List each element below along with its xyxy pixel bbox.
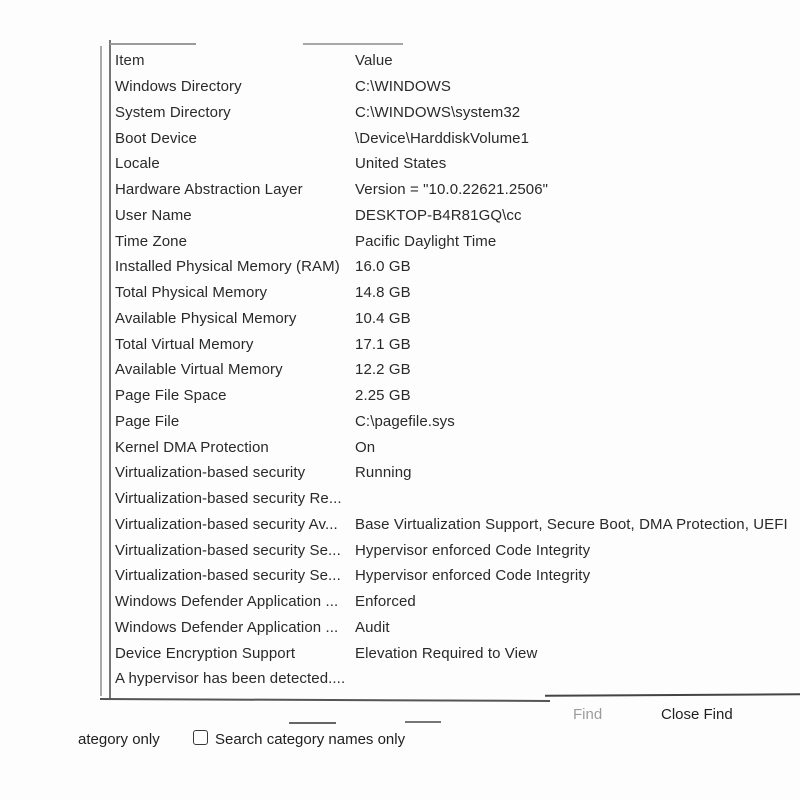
- header-top-border-right-segment: [303, 43, 403, 45]
- value-cell: On: [355, 438, 376, 456]
- table-row[interactable]: [115, 512, 800, 538]
- value-cell: 10.4 GB: [355, 309, 411, 327]
- search-category-names-only-option[interactable]: [193, 728, 405, 748]
- item-cell: Boot Device: [115, 129, 197, 147]
- findbar-border-fragment: [405, 721, 441, 723]
- item-cell: Total Physical Memory: [115, 284, 268, 302]
- item-cell: Installed Physical Memory (RAM): [115, 258, 340, 276]
- value-cell: Version = "10.0.22621.2506": [355, 181, 549, 199]
- table-row[interactable]: [115, 434, 800, 460]
- value-cell: Enforced: [355, 593, 416, 611]
- item-cell: Device Encryption Support: [115, 644, 296, 662]
- search-category-names-only-checkbox[interactable]: [193, 730, 208, 745]
- value-cell: Running: [355, 464, 412, 482]
- value-cell: United States: [355, 155, 447, 173]
- table-row[interactable]: [115, 177, 800, 203]
- table-row[interactable]: [115, 666, 800, 692]
- system-summary-listview: [115, 48, 800, 692]
- value-cell: \Device\HarddiskVolume1: [355, 129, 530, 147]
- value-cell: Hypervisor enforced Code Integrity: [355, 541, 591, 559]
- table-row[interactable]: [115, 460, 800, 486]
- table-row[interactable]: [115, 74, 800, 100]
- header-top-border-left-segment: [110, 43, 196, 45]
- table-row[interactable]: [115, 125, 800, 151]
- item-cell: Time Zone: [115, 232, 188, 250]
- item-cell: Virtualization-based security Se...: [115, 567, 341, 585]
- table-row[interactable]: [115, 640, 800, 666]
- table-row[interactable]: [115, 589, 800, 615]
- item-cell: Virtualization-based security: [115, 464, 306, 482]
- table-row[interactable]: [115, 615, 800, 641]
- table-row[interactable]: [115, 486, 800, 512]
- value-cell: 2.25 GB: [355, 387, 411, 405]
- table-row[interactable]: [115, 409, 800, 435]
- item-cell: User Name: [115, 206, 192, 224]
- column-header-item[interactable]: Item: [115, 52, 145, 70]
- value-cell: C:\WINDOWS: [355, 78, 451, 96]
- pane-divider-outer-line: [100, 46, 102, 696]
- value-cell: Pacific Daylight Time: [355, 232, 497, 250]
- listview-bottom-border: [100, 698, 550, 702]
- findbar-border-fragment: [289, 722, 336, 724]
- value-cell: C:\pagefile.sys: [355, 412, 455, 430]
- findbar-top-border: [545, 693, 800, 697]
- pane-divider-inner-line: [109, 40, 111, 700]
- search-category-names-only-label: Search category names only: [215, 731, 406, 748]
- item-cell: Virtualization-based security Re...: [115, 490, 342, 508]
- item-cell: Available Physical Memory: [115, 309, 297, 327]
- value-cell: 14.8 GB: [355, 284, 411, 302]
- system-table-body: [115, 74, 800, 692]
- value-cell: Elevation Required to View: [355, 644, 538, 662]
- value-cell: C:\WINDOWS\system32: [355, 103, 521, 121]
- item-cell: Hardware Abstraction Layer: [115, 181, 303, 199]
- item-cell: Windows Defender Application ...: [115, 593, 339, 611]
- value-cell: DESKTOP-B4R81GQ\cc: [355, 206, 522, 224]
- item-cell: Virtualization-based security Av...: [115, 515, 338, 533]
- table-row[interactable]: [115, 357, 800, 383]
- value-cell: Audit: [355, 618, 390, 636]
- table-row[interactable]: [115, 203, 800, 229]
- column-header-value[interactable]: Value: [355, 52, 393, 70]
- value-cell: 16.0 GB: [355, 258, 411, 276]
- value-cell: 17.1 GB: [355, 335, 411, 353]
- item-cell: Windows Directory: [115, 78, 242, 96]
- table-row[interactable]: [115, 537, 800, 563]
- table-row[interactable]: [115, 331, 800, 357]
- table-row[interactable]: [115, 563, 800, 589]
- value-cell: 12.2 GB: [355, 361, 411, 379]
- item-cell: Windows Defender Application ...: [115, 618, 339, 636]
- item-cell: System Directory: [115, 103, 231, 121]
- table-row[interactable]: [115, 280, 800, 306]
- item-cell: A hypervisor has been detected....: [115, 670, 346, 688]
- find-button[interactable]: Find: [573, 706, 603, 723]
- item-cell: Virtualization-based security Se...: [115, 541, 341, 559]
- table-row[interactable]: [115, 151, 800, 177]
- listview-header-row: [115, 48, 800, 74]
- close-find-button[interactable]: Close Find: [661, 706, 733, 723]
- table-row[interactable]: [115, 100, 800, 126]
- item-cell: Kernel DMA Protection: [115, 438, 269, 456]
- table-row[interactable]: [115, 228, 800, 254]
- item-cell: Page File Space: [115, 387, 227, 405]
- value-cell: Base Virtualization Support, Secure Boot, DMA Protection, UEFI: [355, 515, 788, 533]
- item-cell: Available Virtual Memory: [115, 361, 283, 379]
- search-selected-category-only-label[interactable]: ategory only: [78, 731, 160, 748]
- item-cell: Page File: [115, 412, 180, 430]
- table-row[interactable]: [115, 254, 800, 280]
- table-row[interactable]: [115, 306, 800, 332]
- item-cell: Locale: [115, 155, 160, 173]
- value-cell: Hypervisor enforced Code Integrity: [355, 567, 591, 585]
- item-cell: Total Virtual Memory: [115, 335, 254, 353]
- table-row[interactable]: [115, 383, 800, 409]
